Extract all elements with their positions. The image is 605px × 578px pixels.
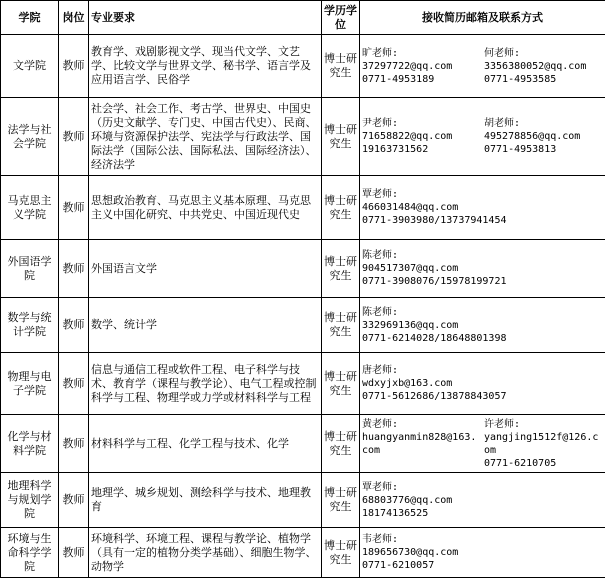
contact-name: 旷老师: [362,47,482,60]
contact-cell [360,415,605,473]
degree-cell: 博士研究生 [322,473,360,528]
degree-cell: 博士研究生 [322,353,360,415]
post-cell: 教师 [59,298,89,353]
contact-phone: 0771-5612686/13878843057 [362,390,603,403]
post-cell: 教师 [59,415,89,473]
contact-primary [362,47,482,86]
college-cell: 化学与材料学院 [1,415,59,473]
contact-phone: 0771-6210705 [484,457,603,470]
contact-cell [360,473,605,528]
contact-email[interactable]: 904517307@qq.com [362,262,603,275]
contact-secondary [482,117,603,156]
contact-secondary [482,47,603,86]
degree-cell: 博士研究生 [322,240,360,298]
contact-email[interactable]: yangjing1512f@126.com [484,431,603,457]
college-cell: 马克思主义学院 [1,176,59,240]
table-row [1,35,605,98]
post-cell: 教师 [59,35,89,98]
contact-cell [360,176,605,240]
header-major: 专业要求 [89,1,322,35]
contact-phone: 0771-3908076/15978199721 [362,275,603,288]
table-row [1,240,605,298]
college-cell: 数学与统计学院 [1,298,59,353]
contact-email[interactable]: 71658822@qq.com [362,130,482,143]
degree-cell: 博士研究生 [322,176,360,240]
contact-email[interactable]: 466031484@qq.com [362,201,603,214]
header-degree: 学历学位 [322,1,360,35]
table-row [1,528,605,578]
contact-phone: 0771-4953585 [484,73,603,86]
major-cell: 信息与通信工程或软件工程、电子科学与技术、教育学（课程与教学论）、电气工程或控制科学与工程、物理学或力学或材料科学与工程 [89,353,322,415]
post-cell: 教师 [59,353,89,415]
table-row [1,298,605,353]
contact-email[interactable]: 3356380052@qq.com [484,60,603,73]
major-cell: 材料科学与工程、化学工程与技术、化学 [89,415,322,473]
college-cell: 法学与社会学院 [1,98,59,176]
contact-cell [360,35,605,98]
college-cell: 物理与电子学院 [1,353,59,415]
header-college: 学院 [1,1,59,35]
contact-phone: 0771-4953189 [362,73,482,86]
degree-cell: 博士研究生 [322,98,360,176]
contact-email[interactable]: 495278856@qq.com [484,130,603,143]
table-row [1,353,605,415]
major-cell: 数学、统计学 [89,298,322,353]
contact-phone: 18174136525 [362,507,603,520]
college-cell: 地理科学与规划学院 [1,473,59,528]
post-cell: 教师 [59,528,89,578]
contact-name: 胡老师: [484,117,603,130]
contact-phone: 0771-3903980/13737941454 [362,214,603,227]
header-row [1,1,605,35]
post-cell: 教师 [59,473,89,528]
college-cell: 文学院 [1,35,59,98]
contact-name: 何老师: [484,47,603,60]
contact-name: 黄老师: [362,418,482,431]
contact-email[interactable]: huangyanmin828@163.com [362,431,482,457]
contact-phone: 0771-4953813 [484,143,603,156]
contact-name: 许老师: [484,418,603,431]
contact-cell [360,98,605,176]
post-cell: 教师 [59,176,89,240]
major-cell: 教育学、戏剧影视文学、现当代文学、文艺学、比较文学与世界文学、秘书学、语言学及应用语言学、民俗学 [89,35,322,98]
major-cell: 思想政治教育、马克思主义基本原理、马克思主义中国化研究、中共党史、中国近现代史 [89,176,322,240]
table-row [1,415,605,473]
table-row [1,98,605,176]
contact-email[interactable]: 37297722@qq.com [362,60,482,73]
header-contact: 接收简历邮箱及联系方式 [360,1,605,35]
header-post: 岗位 [59,1,89,35]
contact-name: 陈老师: [362,249,603,262]
contact-name: 唐老师: [362,364,603,377]
major-cell: 社会学、社会工作、考古学、世界史、中国史（历史文献学、专门史、中国古代史）、民商、环境与资源保护法学、宪法学与行政法学、国际法学（国际公法、国际私法、国际经济法）、经济法学 [89,98,322,176]
contact-phone: 0771-6214028/18648801398 [362,332,603,345]
table-row [1,176,605,240]
contact-email[interactable]: wdxyjxb@163.com [362,377,603,390]
contact-email[interactable]: 332969136@qq.com [362,319,603,332]
degree-cell: 博士研究生 [322,528,360,578]
contact-cell [360,528,605,578]
contact-phone: 0771-6210057 [362,559,603,572]
major-cell: 环境科学、环境工程、课程与教学论、植物学（具有一定的植物分类学基础）、细胞生物学、动物学 [89,528,322,578]
contact-name: 覃老师: [362,188,603,201]
post-cell: 教师 [59,98,89,176]
contact-secondary [482,418,603,470]
degree-cell: 博士研究生 [322,298,360,353]
contact-name: 尹老师: [362,117,482,130]
contact-email[interactable]: 189656730@qq.com [362,546,603,559]
major-cell: 地理学、城乡规划、测绘科学与技术、地理教育 [89,473,322,528]
contact-email[interactable]: 68803776@qq.com [362,494,603,507]
contact-primary [362,418,482,470]
college-cell: 环境与生命科学学院 [1,528,59,578]
post-cell: 教师 [59,240,89,298]
contact-name: 覃老师: [362,481,603,494]
contact-name: 韦老师: [362,533,603,546]
contact-name: 陈老师: [362,306,603,319]
college-cell: 外国语学院 [1,240,59,298]
degree-cell: 博士研究生 [322,415,360,473]
contact-phone: 19163731562 [362,143,482,156]
contact-cell [360,240,605,298]
degree-cell: 博士研究生 [322,35,360,98]
contact-cell [360,353,605,415]
major-cell: 外国语言文学 [89,240,322,298]
contact-primary [362,117,482,156]
table-row [1,473,605,528]
contact-cell [360,298,605,353]
